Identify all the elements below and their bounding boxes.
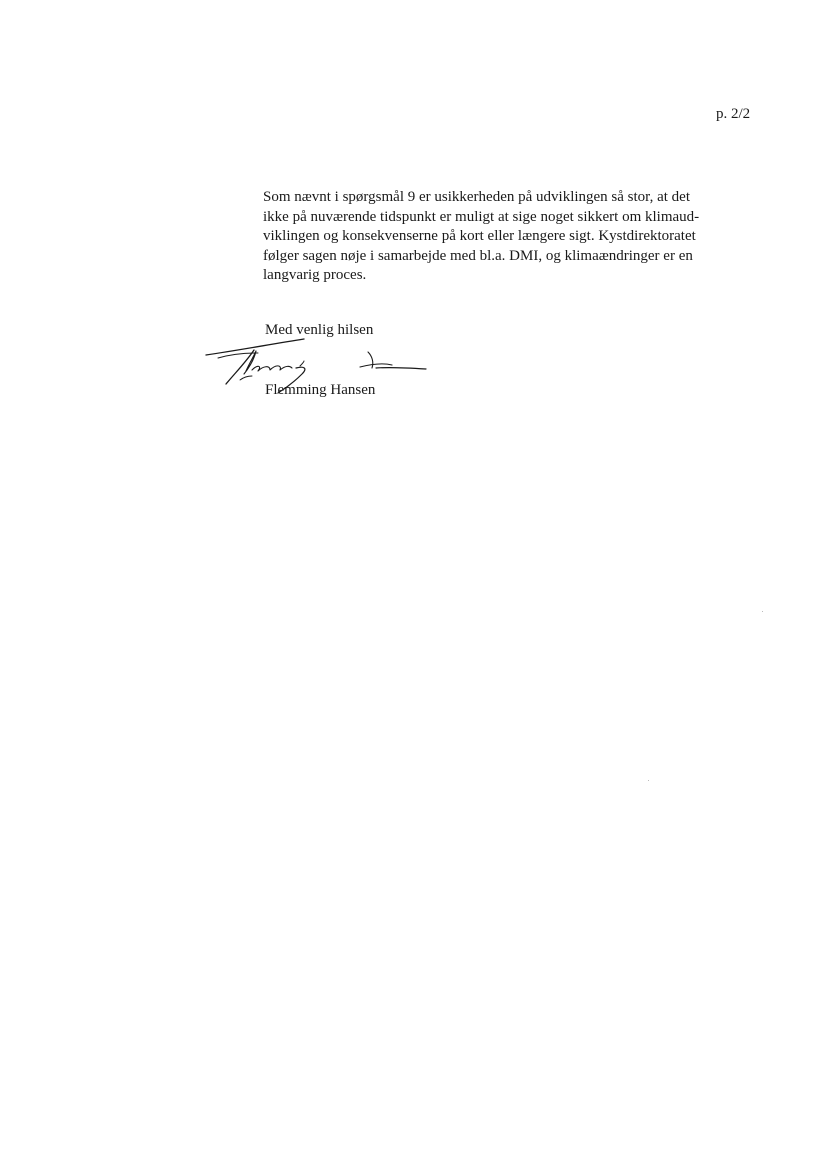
page-number: p. 2/2 xyxy=(716,106,751,122)
signer-name: Flemming Hansen xyxy=(265,382,376,398)
body-line: Som nævnt i spørgsmål 9 er usikkerheden på udviklingen så stor, at det xyxy=(263,189,690,205)
scan-speck xyxy=(762,611,763,612)
body-line: viklingen og konsekvenserne på kort eller længere sigt. Kystdirektoratet xyxy=(263,228,696,244)
body-line: ikke på nuværende tidspunkt er muligt at sige noget sikkert om klimaud- xyxy=(263,208,700,225)
body-line: følger sagen nøje i samarbejde med bl.a. DMI, og klimaændringer er en xyxy=(263,247,693,264)
handwritten-signature xyxy=(200,334,440,404)
letter-body xyxy=(263,188,743,286)
scan-speck xyxy=(648,780,649,781)
body-line: langvarig proces. xyxy=(263,267,367,283)
closing-salutation: Med venlig hilsen xyxy=(265,322,374,338)
